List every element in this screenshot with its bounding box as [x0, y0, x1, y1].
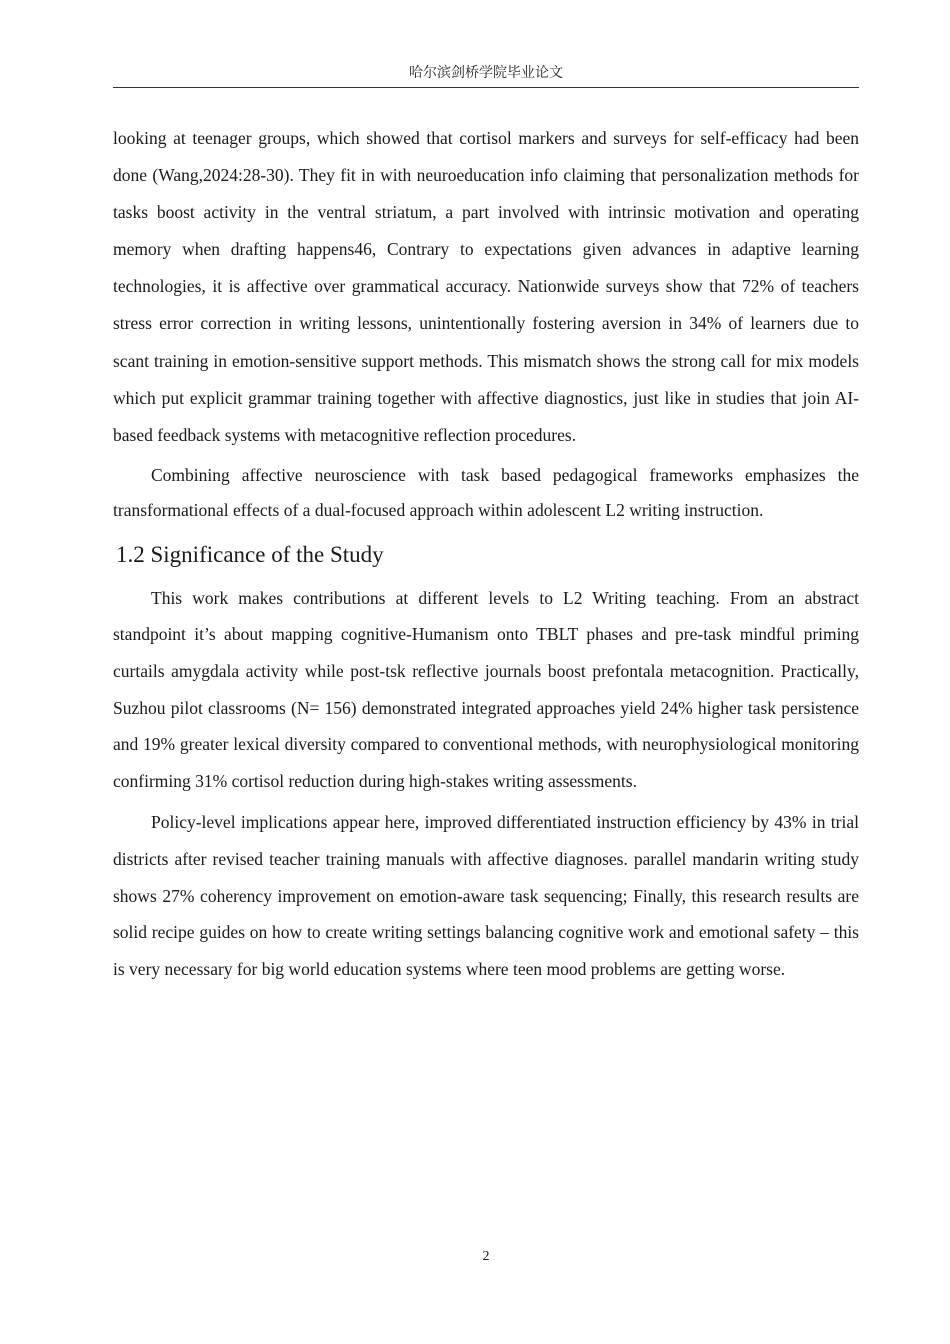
body-paragraph: looking at teenager groups, which showed that cortisol markers and surveys for self-efficacy had been done (Wang,2024:28-30). They fit in with neuroeducation info claiming that personalization methods for tasks boost activity in the ventral striatum, a part involved with intrinsic motivation and operating memory when drafting happens46, Contrary to expectations given advances in adaptive learning technologies, it is affective over grammatical accuracy. Nationwide surveys show that 72% of teachers stress error correction in writing lessons, unintentionally fostering aversion in 34% of learners due to scant training in emotion-sensitive support methods. This mismatch shows the strong call for mix models which put explicit grammar training together with affective diagnostics, just like in studies that join AI-based feedback systems with metacognitive reflection procedures. [113, 128, 859, 445]
section-heading: 1.2 Significance of the Study [116, 541, 384, 567]
body-paragraph: Policy-level implications appear here, improved differentiated instruction efficiency by 43% in trial districts after revised teacher training manuals with affective diagnoses. parallel mandarin writing study shows 27% coherency improvement on emotion-aware task sequencing; Finally, this research results are solid recipe guides on how to create writing settings balancing cognitive work and emotional safety – this is very necessary for big world education systems where teen mood problems are getting worse. [113, 812, 859, 979]
header-rule [113, 87, 859, 88]
body-paragraph: This work makes contributions at different levels to L2 Writing teaching. From an abstract standpoint it’s about mapping cognitive-Humanism onto TBLT phases and pre-task mindful priming curtails amygdala activity while post-tsk reflective journals boost prefontala metacognition. Practically, Suzhou pilot classrooms (N= 156) demonstrated integrated approaches yield 24% higher task persistence and 19% greater lexical diversity compared to conventional methods, with neurophysiological monitoring confirming 31% cortisol reduction during high-stakes writing assessments. [113, 587, 859, 791]
document-body [113, 120, 859, 987]
body-paragraph: Combining affective neuroscience with task based pedagogical frameworks emphasizes the transformational effects of a dual-focused approach within adolescent L2 writing instruction. [113, 464, 859, 520]
page-number: 2 [482, 1249, 490, 1264]
running-header: 哈尔滨剑桥学院毕业论文 [409, 66, 563, 81]
